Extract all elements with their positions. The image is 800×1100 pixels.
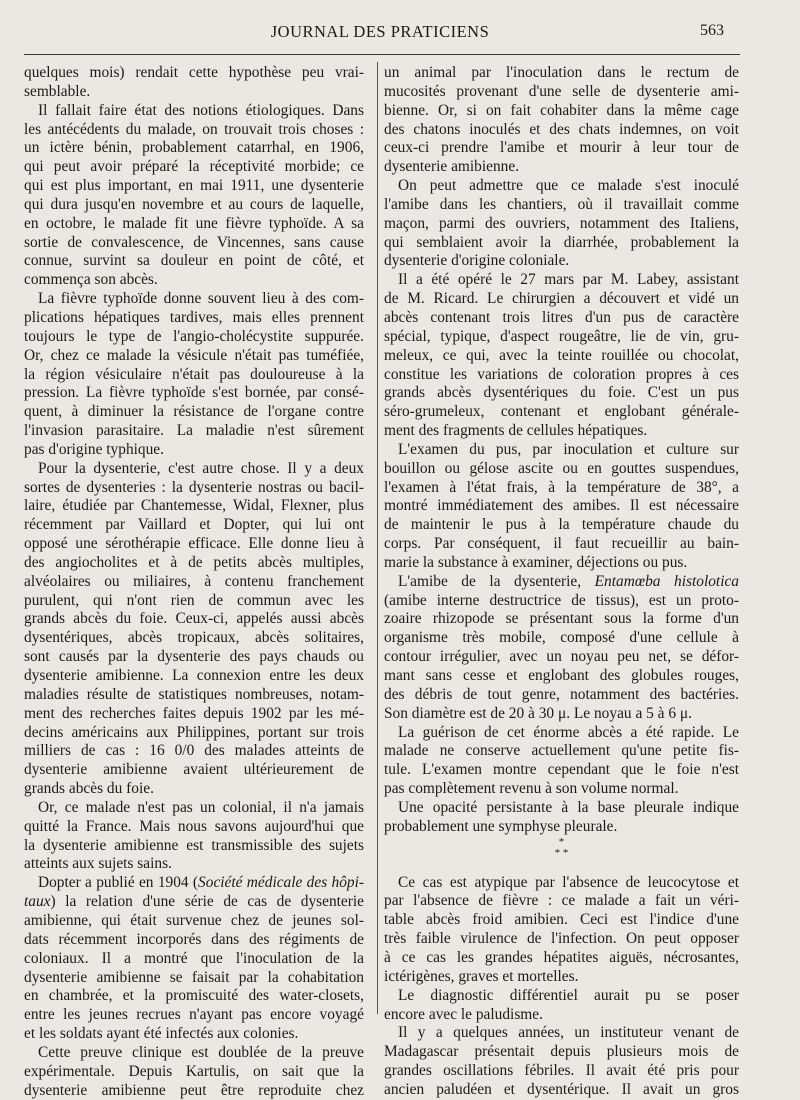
text-line: corps. Par conséquent, il faut recueillir au bain- — [384, 535, 739, 553]
text-line: amibienne, qui était survenue chez de jeunes sol- — [24, 911, 364, 929]
header-rule — [24, 54, 740, 55]
text-line: Or, chez ce malade la vésicule n'était pas tuméfiée, — [24, 346, 364, 364]
text-line: de M. Ricard. Le chirurgien a découvert et vidé un — [384, 290, 739, 308]
text-line: encore avec le paludisme. — [384, 1005, 543, 1023]
text-line: ment des recherches faites depuis 1902 par les mé- — [24, 704, 364, 722]
text-line: qui semblaient avoir la diarrhée, probablement la — [384, 233, 739, 251]
text-line: zoaire rhizopode se présentant sous la forme d'un — [384, 610, 739, 628]
text-line: L'amibe de la dysenterie, Entamœba histolotica — [398, 572, 739, 590]
text-line: dysenterie d'origine coloniale. — [384, 252, 570, 270]
text-line: table abcès froid amibien. Ceci est l'indice d'une — [384, 911, 739, 929]
text-line: ceux-ci prendre l'amibe et mourir à leur tour de — [384, 139, 739, 157]
text-line: decins américains aux Philippines, portant sur trois — [24, 723, 364, 741]
text-line: un animal par l'inoculation dans le rectum de — [384, 64, 739, 81]
text-line: séro-grumeleux, contenant et englobant générale- — [384, 403, 739, 421]
text-line: pas d'origine typhique. — [24, 440, 164, 458]
text-line: et les soldats ayant été infectés aux colonies. — [24, 1025, 299, 1043]
text-line: Madagascar présentait depuis plusieurs mois de — [384, 1043, 739, 1061]
text-line: dats récemment incorporés dans des régiments de — [24, 930, 364, 948]
text-line: récemment par Vaillard et Dopter, qui lui ont — [24, 516, 364, 534]
text-line: milliers de cas : 16 0/0 des malades atteints de — [24, 742, 364, 760]
text-line: à ce cas les grandes hépatites aiguës, nécrosantes, — [384, 948, 739, 966]
text-line: marie la substance à examiner, déjections ou pus. — [384, 553, 688, 571]
text-line: meleux, ce qui, avec la teinte rouillée ou chocolat, — [384, 346, 739, 364]
text-line: entre les jeunes recrues n'ayant pas encore voyagé — [24, 1006, 364, 1024]
text-line: bouillon ou gélose ascite ou en gouttes suspendues, — [384, 459, 739, 477]
text-line: dysentériques, abcès tropicaux, abcès solitaires, — [24, 629, 364, 647]
text-line: pas complètement revenu à son volume normal. — [384, 780, 679, 798]
text-line: Ce cas est atypique par l'absence de leucocytose et — [398, 873, 739, 891]
text-line: mant sans cesse et englobant des globules rouges, — [384, 667, 739, 684]
text-line: en octobre, le malade fit une fièvre typhoïde. A sa — [24, 214, 364, 232]
text-line: La fièvre typhoïde donne souvent lieu à des com- — [38, 290, 364, 308]
text-line: purulent, qui n'ont rien de commun avec les — [24, 591, 364, 609]
section-separator: * * — [554, 847, 569, 859]
text-line: la dysenterie amibienne est transmissible des sujets — [24, 836, 364, 854]
text-line: un ictère bénin, probablement catarrhal, en 1906, — [24, 139, 364, 157]
text-line: Pour la dysenterie, c'est autre chose. Il y a deux — [38, 459, 364, 477]
text-line: bienne. Or, si on fait cohabiter dans la même cage — [384, 101, 739, 119]
text-line: Il fallait faire état des notions étiologiques. Dans — [38, 101, 364, 119]
text-line: probablement une symphyse pleurale. — [384, 817, 618, 835]
text-line: coloniaux. Il a montré que l'inoculation de la — [24, 949, 364, 967]
left-column — [24, 64, 364, 1100]
text-line: quelques mois) rendait cette hypothèse peu vrai- — [24, 64, 364, 81]
text-line: Le diagnostic différentiel aurait pu se poser — [398, 986, 739, 1004]
text-line: Une opacité persistante à la base pleurale indique — [398, 798, 739, 816]
text-line: commença son abcès. — [24, 271, 158, 289]
text-line: malade ne conserve actuellement qu'une petite fis- — [384, 742, 739, 760]
text-line: quent, à diminuer la résistance de l'organe contre — [24, 403, 364, 421]
text-line: expérimentale. Depuis Kartulis, on sait que la — [24, 1062, 364, 1080]
column-divider — [377, 62, 378, 1014]
text-line: alvéolaires ou miliaires, à contenu franchement — [24, 572, 364, 590]
text-line: organisme très mobile, composé d'une cellule à — [384, 629, 739, 647]
text-line: montré immédiatement des amibes. Il est nécessaire — [384, 497, 739, 515]
text-line: mucosités provenant d'une selle de dysenterie ami- — [384, 82, 739, 100]
page-number: 563 — [700, 22, 724, 39]
text-line: Son diamètre est de 20 à 30 μ. Le noyau a 5 à 6 μ. — [384, 704, 692, 722]
text-line: grands abcès du foie. Ceux-ci, appelés aussi abcès — [24, 610, 364, 628]
text-line: en chambrée, et la promiscuité des water-closets, — [24, 987, 364, 1005]
text-line: dysenterie amibienne. — [384, 158, 520, 176]
running-title: JOURNAL DES PRATICIENS — [270, 22, 490, 41]
text-line: dysenterie amibienne. La connexion entre les deux — [24, 667, 364, 684]
text-line: grands abcès du foie. — [24, 780, 154, 798]
text-line: l'invasion parasitaire. La maladie n'est sûrement — [24, 422, 364, 440]
text-line: des chatons inoculés et des chats indemnes, on voit — [384, 120, 739, 138]
text-line: très faible virulence de l'infection. On peut opposer — [384, 930, 739, 948]
text-line: ancien paludéen et dysentérique. Il avait un gros — [384, 1080, 739, 1098]
text-line: pression. La fièvre typhoïde s'est bornée, par consé- — [24, 384, 364, 402]
text-line: taux) la relation d'une série de cas de dysenterie — [24, 893, 364, 911]
text-line: La guérison de cet énorme abcès a été rapide. Le — [398, 723, 739, 741]
text-line: qui est plus important, en mai 1911, une dysenterie — [24, 177, 364, 195]
text-line: qui peut avoir préparé la réceptivité morbide; ce — [24, 158, 364, 176]
text-line: contour irrégulier, avec un noyau peu net, se défor- — [384, 648, 739, 666]
text-line: opposé une sérothérapie efficace. Elle donne lieu à — [24, 535, 364, 553]
text-line: L'examen du pus, par inoculation et culture sur — [398, 440, 739, 458]
text-line: toujours le type de l'angio-cholécystite suppurée. — [24, 327, 364, 345]
text-line: sont causés par la dysenterie des pays chauds ou — [24, 648, 364, 666]
text-line: Or, ce malade n'est pas un colonial, il n'a jamais — [38, 798, 364, 816]
section-separator: * — [558, 836, 565, 848]
text-line: On peut admettre que ce malade s'est inoculé — [398, 177, 739, 195]
text-line: atteints aux sujets sains. — [24, 855, 172, 873]
text-line: sortes de dysenteries : la dysenterie nostras ou bacil- — [24, 478, 364, 496]
text-line: (amibe interne destructrice de tissus), est un proto- — [384, 591, 739, 609]
text-line: des débris de tout genre, notamment des bactéries. — [384, 685, 739, 703]
text-line: dysenterie amibienne se faisait par la cohabitation — [24, 968, 364, 986]
section-gap — [384, 859, 739, 874]
text-line: l'amibe dans les chantiers, où il travaillait comme — [384, 195, 739, 213]
text-line: la région vésiculaire n'était pas douloureuse à la — [24, 365, 364, 383]
text-line: grandes oscillations fébriles. Il avait été pris pour — [384, 1062, 739, 1080]
text-line: plications hépatiques tardives, mais elles prennent — [24, 308, 364, 326]
text-line: les antécédents du malade, on trouvait trois choses : — [24, 120, 364, 138]
text-line: qui dura jusqu'en novembre et au cours de laquelle, — [24, 195, 364, 213]
text-line: l'examen à l'état frais, à la température de 38°, a — [384, 478, 739, 496]
text-line: des angiocholites et à de petits abcès multiples, — [24, 553, 364, 571]
text-line: dysenterie amibienne peut être reproduite chez — [24, 1081, 364, 1099]
text-line: ictérigènes, graves et mortelles. — [384, 967, 579, 985]
text-line: Cette preuve clinique est doublée de la preuve — [38, 1043, 364, 1061]
text-line: sortie de convalescence, de Vincennes, sans cause — [24, 233, 364, 251]
text-line: maçon, parmi des ouvriers, notamment des Italiens, — [384, 214, 739, 232]
text-line: tule. L'examen montre cependant que le foie n'est — [384, 761, 739, 779]
text-line: par l'absence de fièvre : ce malade a fait un véri- — [384, 892, 739, 910]
text-line: Dopter a publié en 1904 (Société médicale des hôpi- — [38, 874, 364, 892]
page-header — [0, 22, 800, 46]
text-line: maladies résulte de statistiques nombreuses, notam- — [24, 685, 364, 703]
text-line: dysenterie amibienne avaient ultérieurement de — [24, 761, 364, 779]
text-line: Il y a quelques années, un instituteur venant de — [398, 1024, 739, 1042]
text-line: abcès contenant trois litres d'un pus de caractère — [384, 308, 739, 326]
text-line: laire, étudiée par Chantemesse, Widal, Flexner, plus — [24, 497, 364, 515]
right-column — [384, 64, 739, 1100]
text-line: Il a été opéré le 27 mars par M. Labey, assistant — [398, 271, 739, 289]
text-line: spécial, typique, d'aspect rougeâtre, lie de vin, gru- — [384, 327, 739, 345]
text-line: constitue les variations de coloration propres à ces — [384, 365, 739, 383]
text-line: de maintenir le pus à la température chaude du — [384, 516, 739, 534]
text-line: connue, survint sa douleur en point de côté, et — [24, 252, 364, 270]
text-line: semblable. — [24, 82, 91, 100]
text-line: grands abcès dysentériques du foie. C'est un pus — [384, 384, 739, 402]
text-line: quitté la France. Mais nous savons aujourd'hui que — [24, 817, 364, 835]
text-line: ment des fragments de cellules hépatiques. — [384, 422, 648, 440]
